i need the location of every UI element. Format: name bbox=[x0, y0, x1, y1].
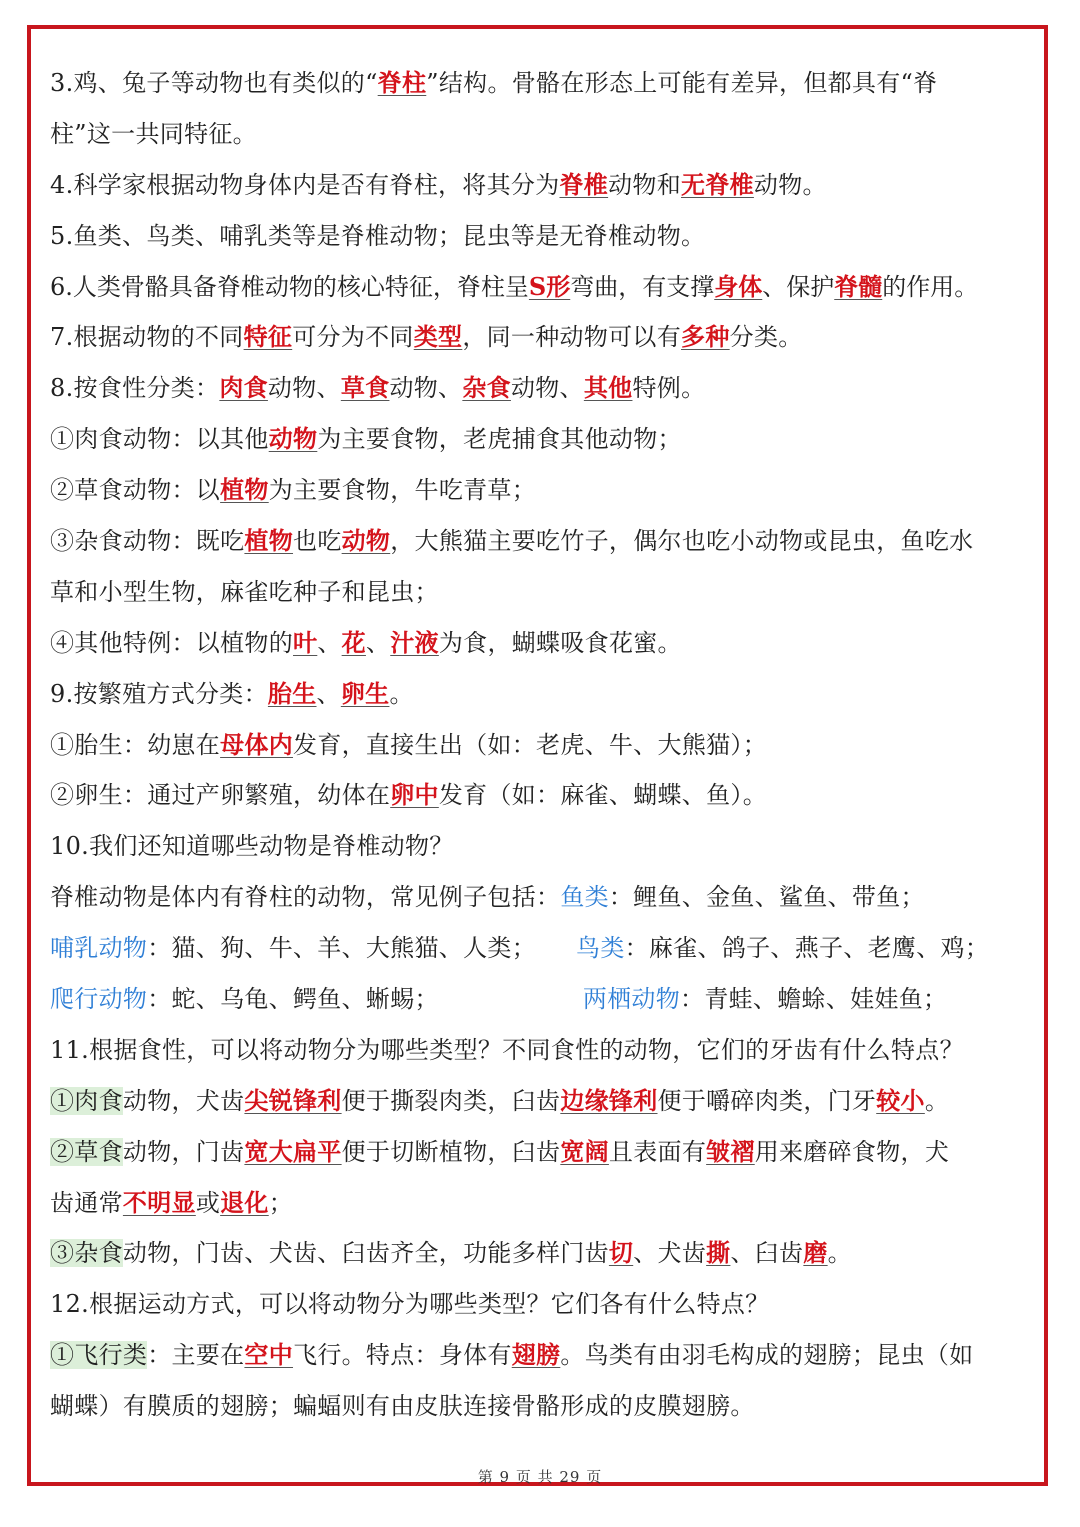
text-line: 3.鸡、兔子等动物也有类似的“脊柱”结构。骨骼在形态上可能有差异，但都具有“脊 bbox=[50, 68, 938, 97]
text-line: 爬行动物：蛇、乌龟、鳄鱼、蜥蜴； 两栖动物：青蛙、蟾蜍、娃娃鱼； bbox=[50, 985, 948, 1014]
text-line: 齿通常不明显或退化； bbox=[50, 1187, 294, 1217]
text-line: 6.人类骨骼具备脊椎动物的核心特征，脊柱呈S形弯曲，有支撑身体、保护脊髓的作用。 bbox=[50, 271, 979, 301]
text-line: ③杂食动物：既吃植物也吃动物，大熊猫主要吃竹子，偶尔也吃小动物或昆虫，鱼吃水 bbox=[50, 526, 974, 556]
text-line: ②草食动物：以植物为主要食物，牛吃青草； bbox=[50, 475, 537, 505]
text-line: ①肉食动物，犬齿尖锐锋利便于撕裂肉类，臼齿边缘锋利便于嚼碎肉类，门牙较小。 bbox=[50, 1085, 950, 1115]
text-line: 9.按繁殖方式分类：胎生、卵生。 bbox=[50, 678, 414, 708]
text-line: 12.根据运动方式，可以将动物分为哪些类型？它们各有什么特点？ bbox=[50, 1290, 770, 1319]
text-line: 脊椎动物是体内有脊柱的动物，常见例子包括：鱼类：鲤鱼、金鱼、鲨鱼、带鱼； bbox=[50, 883, 925, 912]
text-line: ①肉食动物：以其他动物为主要食物，老虎捕食其他动物； bbox=[50, 424, 682, 454]
text-line: ③杂食动物，门齿、犬齿、臼齿齐全，功能多样门齿切、犬齿撕、臼齿磨。 bbox=[50, 1238, 852, 1268]
text-line: ①胎生：幼崽在母体内发育，直接生出（如：老虎、牛、大熊猫）； bbox=[50, 729, 768, 759]
document-body bbox=[50, 58, 1040, 1432]
text-line: 5.鱼类、鸟类、哺乳类等是脊椎动物；昆虫等是无脊椎动物。 bbox=[50, 221, 706, 250]
text-line: 11.根据食性，可以将动物分为哪些类型？不同食性的动物，它们的牙齿有什么特点？ bbox=[50, 1035, 964, 1064]
text-line: 7.根据动物的不同特征可分为不同类型，同一种动物可以有多种分类。 bbox=[50, 322, 803, 352]
text-line: ①飞行类：主要在空中飞行。特点：身体有翅膀。鸟类有由羽毛构成的翅膀；昆虫（如 bbox=[50, 1340, 974, 1370]
text-line: ②卵生：通过产卵繁殖，幼体在卵中发育（如：麻雀、蝴蝶、鱼）。 bbox=[50, 780, 768, 810]
text-line: 8.按食性分类：肉食动物、草食动物、杂食动物、其他特例。 bbox=[50, 373, 706, 403]
text-line: 草和小型生物，麻雀吃种子和昆虫； bbox=[50, 577, 439, 606]
text-line: 柱”这一共同特征。 bbox=[50, 119, 257, 148]
text-line: ②草食动物，门齿宽大扁平便于切断植物，臼齿宽阔且表面有皱褶用来磨碎食物，犬 bbox=[50, 1136, 950, 1166]
text-line: 4.科学家根据动物身体内是否有脊柱，将其分为脊椎动物和无脊椎动物。 bbox=[50, 169, 827, 199]
text-line: 蝴蝶）有膜质的翅膀；蝙蝠则有由皮肤连接骨骼形成的皮膜翅膀。 bbox=[50, 1392, 755, 1421]
text-line: 哺乳动物：猫、狗、牛、羊、大熊猫、人类； 鸟类：麻雀、鸽子、燕子、老鹰、鸡； bbox=[50, 934, 990, 963]
text-line: 10.我们还知道哪些动物是脊椎动物？ bbox=[50, 832, 454, 861]
text-line: ④其他特例：以植物的叶、花、汁液为食，蝴蝶吸食花蜜。 bbox=[50, 627, 682, 657]
page-footer: 第 9 页 共 29 页 bbox=[477, 1468, 603, 1486]
